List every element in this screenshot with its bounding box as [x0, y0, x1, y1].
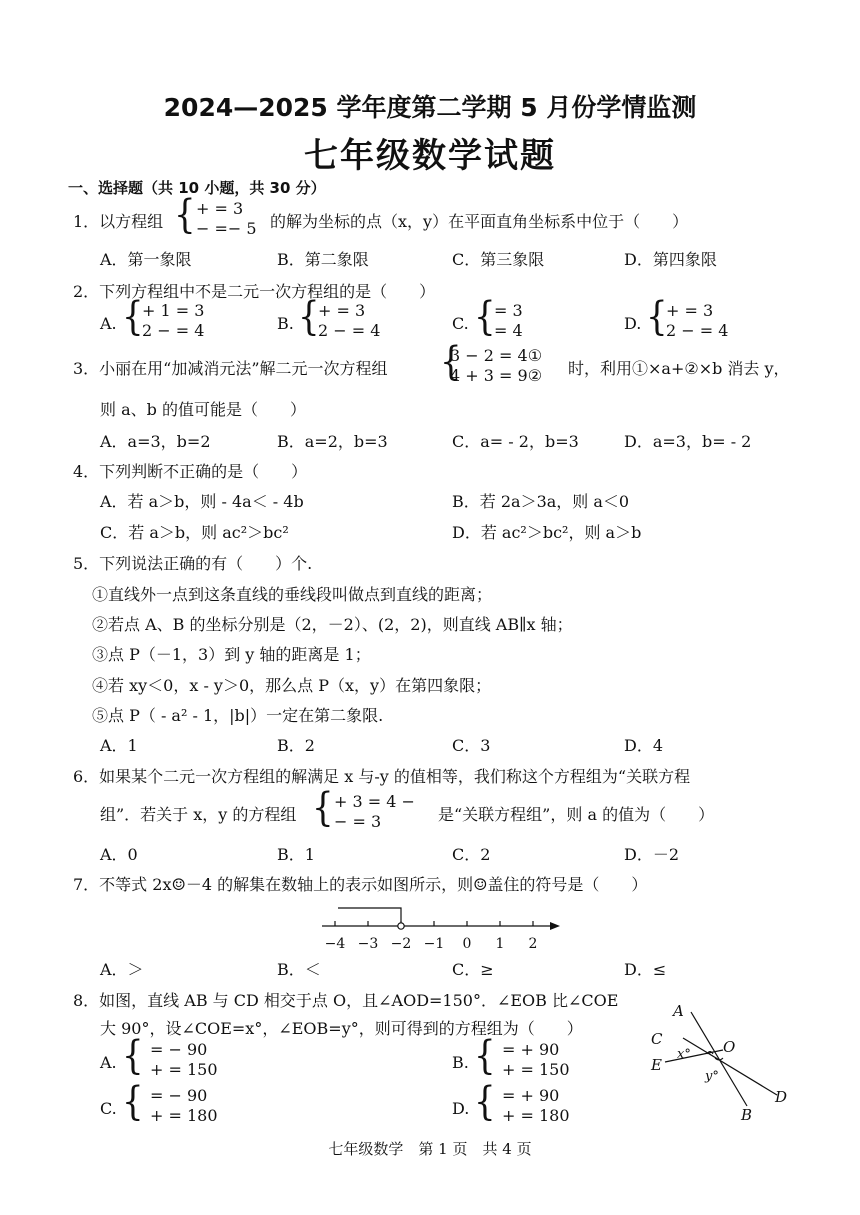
tick-label: −3 [357, 936, 379, 952]
q8-option-a-system: { = − 90 + = 150 [122, 1033, 218, 1079]
q7-option-d: D．≤ [624, 960, 667, 979]
label-x: x° [677, 1047, 691, 1062]
open-endpoint [398, 923, 404, 929]
exam-title: 七年级数学试题 [304, 136, 556, 176]
tick-label: 2 [528, 936, 538, 952]
q8-option-c-system: { = − 90 + = 180 [122, 1079, 218, 1125]
ray-oe [665, 1050, 723, 1062]
q1-option-c: C．第三象限 [452, 250, 545, 269]
q7-option-c: C．≥ [452, 960, 494, 979]
tick-label: 1 [495, 936, 505, 952]
tick-label: 0 [462, 936, 472, 952]
q1-system: { + = 3 − =− 5 [174, 192, 257, 238]
angle-figure [645, 998, 795, 1123]
tick-label: −2 [390, 936, 412, 952]
label-b: B [741, 1106, 753, 1123]
q5-option-c: C．3 [452, 736, 491, 755]
q6-option-a: A．0 [100, 845, 138, 864]
q1-option-d: D．第四象限 [624, 250, 717, 269]
q5-statement-2: ②若点 A、B 的坐标分别是（2，－2）、(2，2)，则直线 AB∥x 轴； [92, 615, 573, 634]
number-line-arrow [550, 922, 560, 930]
q5-option-b: B．2 [277, 736, 315, 755]
label-e: E [651, 1056, 662, 1074]
q4-option-a: A．若 a＞b，则 - 4a＜ - 4b [100, 492, 304, 511]
q2-option-a-system: { + 1 = 3 2 − = 4 [122, 294, 205, 340]
q3-system: { 3 − 2 = 4① 4 + 3 = 9② [440, 339, 543, 385]
q8-option-d-label: D. [452, 1099, 470, 1118]
page-footer: 七年级数学 第 1 页 共 4 页 [328, 1140, 532, 1158]
q8-stem-line2: 大 90°，设∠COE=x°，∠EOB=y°，则可得到的方程组为（ ） [100, 1019, 583, 1038]
exam-header: 2024—2025 学年度第二学期 5 月份学情监测 [163, 93, 697, 122]
q4-option-d: D．若 ac²＞bc²，则 a＞b [452, 523, 642, 542]
q3-stem-line2: 则 a、b 的值可能是（ ） [100, 400, 306, 419]
q1-stem: 1．以方程组 [73, 212, 164, 231]
q8-option-c-label: C. [100, 1099, 117, 1118]
label-c: C [651, 1030, 663, 1048]
q6-system: { + 3 = 4 − − = 3 [312, 785, 415, 831]
q3-stem: 3．小丽在用“加减消元法”解二元一次方程组 [73, 359, 388, 378]
q3-stem-rest: 时，利用①×a+②×b 消去 y， [568, 359, 790, 378]
q5-statement-4: ④若 xy＜0，x - y＞0，那么点 P（x，y）在第四象限； [92, 676, 492, 695]
label-a: A [673, 1002, 684, 1020]
q1-stem-rest: 的解为坐标的点（x，y）在平面直角坐标系中位于（ ） [270, 212, 689, 231]
q5-option-d: D．4 [624, 736, 664, 755]
q8-option-b-system: { = + 90 + = 150 [474, 1033, 570, 1079]
q2-option-b-label: B. [277, 314, 294, 333]
q7-option-b: B．＜ [277, 960, 321, 979]
q2-option-d-system: { + = 3 2 − = 4 [646, 294, 729, 340]
q4-option-b: B．若 2a＞3a，则 a＜0 [452, 492, 630, 511]
q8-option-a-label: A. [100, 1053, 117, 1072]
label-d: D [775, 1088, 788, 1106]
q7-stem: 7．不等式 2x☺－4 的解集在数轴上的表示如图所示，则☺盖住的符号是（ ） [73, 875, 648, 894]
q2-option-c-label: C. [452, 314, 469, 333]
q4-option-c: C．若 a＞b，则 ac²＞bc² [100, 523, 289, 542]
q8-option-d-system: { = + 90 + = 180 [474, 1079, 570, 1125]
label-y: y° [705, 1069, 719, 1084]
q3-option-b: B．a=2，b=3 [277, 432, 388, 451]
q5-option-a: A．1 [100, 736, 138, 755]
q6-stem-line2: 组”．若关于 x，y 的方程组 [100, 805, 297, 824]
q5-statement-3: ③点 P（－1，3）到 y 轴的距离是 1； [92, 645, 371, 664]
q8-option-b-label: B. [452, 1053, 469, 1072]
q2-option-d-label: D. [624, 314, 642, 333]
label-o: O [723, 1038, 736, 1056]
q6-option-d: D．－2 [624, 845, 680, 864]
q2-option-a-label: A. [100, 314, 117, 333]
q1-option-a: A．第一象限 [100, 250, 192, 269]
q4-stem: 4．下列判断不正确的是（ ） [73, 462, 308, 481]
q2-option-c-system: { = 3 = 4 [474, 294, 523, 340]
q3-option-a: A．a=3，b=2 [100, 432, 211, 451]
tick-label: −4 [324, 936, 346, 952]
line-ab [691, 1012, 747, 1106]
q7-option-a: A．＞ [100, 960, 144, 979]
tick-label: −1 [423, 936, 445, 952]
q6-stem: 6．如果某个二元一次方程组的解满足 x 与-y 的值相等，我们称这个方程组为“关联方程 [73, 767, 691, 786]
q5-stem: 5．下列说法正确的有（ ）个. [73, 554, 313, 573]
q2-option-b-system: { + = 3 2 − = 4 [298, 294, 381, 340]
section-heading: 一、选择题（共 10 小题，共 30 分） [68, 179, 326, 197]
q8-stem: 8．如图，直线 AB 与 CD 相交于点 O，且∠AOD=150°．∠EOB 比∠COE [73, 991, 619, 1010]
q6-option-c: C．2 [452, 845, 491, 864]
q6-option-b: B．1 [277, 845, 315, 864]
solution-ray [338, 908, 401, 922]
number-line-figure [318, 900, 568, 956]
q5-statement-1: ①直线外一点到这条直线的垂线段叫做点到直线的距离； [92, 585, 493, 604]
q3-option-c: C．a= - 2，b=3 [452, 432, 579, 451]
q6-stem-rest: 是“关联方程组”，则 a 的值为（ ） [438, 805, 715, 824]
q3-option-d: D．a=3，b= - 2 [624, 432, 752, 451]
q1-option-b: B．第二象限 [277, 250, 369, 269]
q5-statement-5: ⑤点 P（ - a² - 1，|b|）一定在第二象限. [92, 706, 384, 725]
q2-stem: 2．下列方程组中不是二元一次方程组的是（ ） [73, 282, 436, 301]
